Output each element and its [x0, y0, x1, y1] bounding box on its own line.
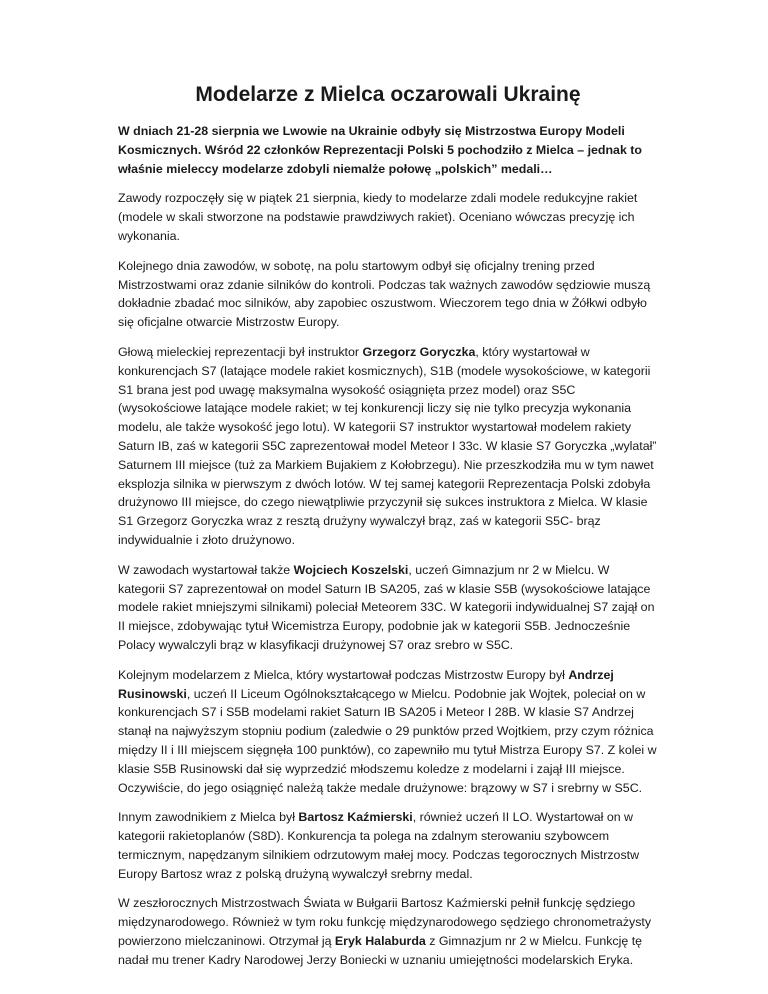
paragraph-rusinowski [118, 666, 658, 798]
article-title: Modelarze z Mielca oczarowali Ukrainę [195, 83, 581, 106]
article-lead: W dniach 21-28 sierpnia we Lwowie na Ukrainie odbyły się Mistrzostwa Europy Modeli Kosmicznych. Wśród 22 członków Reprezentacji Polski 5 pochodziło z Mielca – jednak to właśnie mieleccy modelarze zdobyli niemalże połowę „polskich” medali… [118, 124, 642, 176]
paragraph-text: , uczeń Gimnazjum nr 2 w Mielcu. W kategorii S7 zaprezentował on model Saturn IB SA205, zaś w klasie S5B (wysokościowe latające modele rakiet mniejszymi silnikami) poleciał Meteorem 33C. W kategorii indywidualnej S7 zajął on II miejsce, zdobywając tytuł Wicemistrza Europy, podobnie jak w kategorii S5B. Jednocześnie Polacy wywalczyli brąz w klasyfikacji drużynowej S7 oraz srebro w S5C. [118, 562, 655, 652]
paragraph-text: , uczeń II Liceum Ogólnokształcącego w Mielcu. Podobnie jak Wojtek, poleciał on w konkurencjach S7 i S5B modelami rakiet Saturn IB SA205 i Meteor I 28B. W klasie S7 Andrzej stanął na najwyższym stopniu podium (zaledwie o 29 punktów przed Wojtkiem, przy czym różnica między II i III miejscem sięgnęła 100 punktów), co zapewniło mu tytuł Mistrza Europy S7. Z kolei w klasie S5B Rusinowski dał się wyprzedzić młodszemu koledze z modelarni i zajął III miejsce. Oczywiście, do jego osiągnięć należą także medale drużynowe: brązowy w S7 i srebrny w S5C. [118, 686, 657, 795]
paragraph-goryczka [118, 343, 658, 550]
person-name: Grzegorz Goryczka [362, 344, 476, 359]
paragraph-kazmierski [118, 808, 658, 883]
paragraph-text: W zeszłorocznych Mistrzostwach Świata w Bułgarii Bartosz Kaźmierski pełnił funkcję sędziego międzynarodowego. Również w tym roku funkcję międzynarodowego sędziego chronometrażysty powierzono mielczaninowi. Otrzymał ją [118, 896, 652, 949]
paragraph-text: Głową mieleckiej reprezentacji był instruktor [118, 344, 363, 359]
paragraph-halaburda [118, 894, 658, 969]
paragraph-training-day: Kolejnego dnia zawodów, w sobotę, na polu startowym odbył się oficjalny trening przed Mistrzostwami oraz zdanie silników do kontroli. Podczas tak ważnych zawodów sędziowie muszą dokładnie zbadać moc silników, aby zapobiec oszustwom. Wieczorem tego dnia w Żółkwi odbyło się oficjalne otwarcie Mistrzostw Europy. [118, 258, 651, 330]
paragraph-text: , który wystartował w konkurencjach S7 (latające modele rakiet kosmicznych), S1B (modele wysokościowe, w kategorii S1 brana jest pod uwagę maksymalna wysokość osiągnięta przez model) oraz S5C (wysokościowe latające modele rakiet; w tej konkurencji liczy się nie tylko precyzja wykonania modelu, ale także wysokość jego lotu). W kategorii S7 instruktor wystartował modelem rakiety Saturn IB, zaś w kategorii S5C zaprezentował model Meteor I 33c. W klasie S7 Goryczka „wylatał” Saturnem III miejsce (tuż za Markiem Bujakiem z Kołobrzegu). Nie przeszkodziła mu w tym nawet eksplozja silnika w pierwszym z dwóch lotów. W tej samej kategorii Reprezentacja Polski zdobyła drużynowo III miejsce, do czego niewątpliwie przyczynił się sukces instruktora z Mielca. W klasie S1 Grzegorz Goryczka wraz z resztą drużyny wywalczył brąz, zaś w kategorii S5C- brąz indywidualnie i złoto drużynowo. [118, 344, 657, 547]
person-name: Andrzej Rusinowski [118, 667, 614, 701]
paragraph-koszelski [118, 561, 658, 655]
person-name: Wojciech Koszelski [293, 562, 409, 577]
paragraph-text: z Gimnazjum nr 2 w Mielcu. Funkcję tę nadał mu trener Kadry Narodowej Jerzy Boniecki w uznaniu umiejętności modelarskich Eryka. [118, 934, 643, 967]
person-name: Eryk Halaburda [334, 934, 426, 949]
paragraph-text: , również uczeń II LO. Wystartował on w kategorii rakietoplanów (S8D). Konkurencja ta polega na zdalnym sterowaniu szybowcem termicznym, napędzanym silnikiem odrzutowym małej mocy. Podczas tegorocznych Mistrzostw Europy Bartosz wraz z polską drużyną wywalczył srebrny medal. [118, 810, 640, 881]
document-page [118, 82, 658, 981]
paragraph-text: Kolejnym modelarzem z Mielca, który wystartował podczas Mistrzostw Europy był [118, 667, 569, 682]
paragraph-text: Innym zawodnikiem z Mielca był [118, 810, 299, 825]
paragraph-text: W zawodach wystartował także [118, 562, 294, 577]
paragraph-competition-start: Zawody rozpoczęły się w piątek 21 sierpnia, kiedy to modelarze zdali modele redukcyjne rakiet (modele w skali stworzone na podstawie prawdziwych rakiet). Oceniano wówczas precyzję ich wykonania. [118, 191, 638, 243]
person-name: Bartosz Kaźmierski [298, 810, 413, 825]
